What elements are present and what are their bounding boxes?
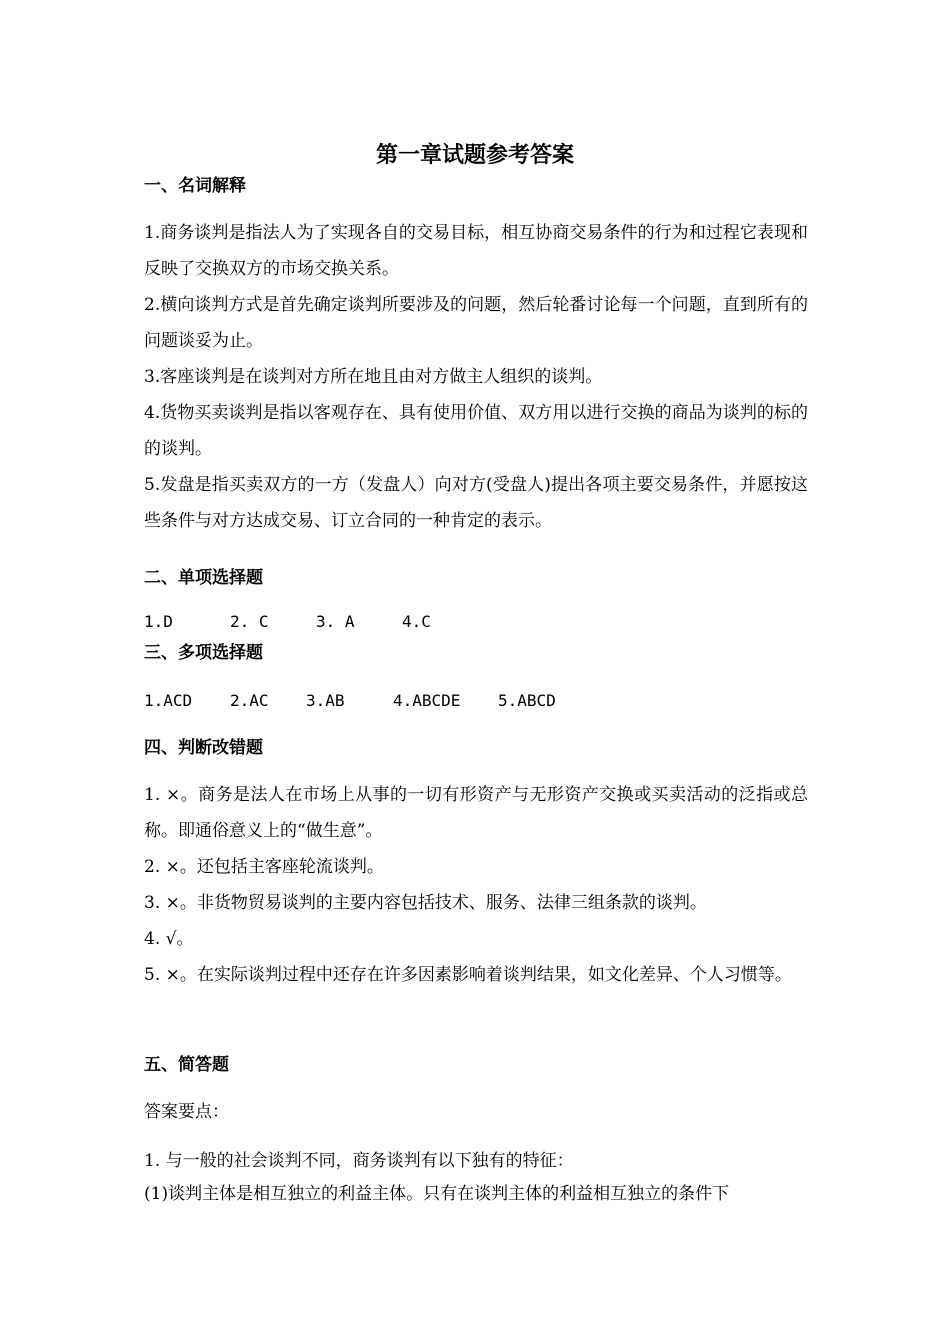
term-item-3: 3.客座谈判是在谈判对方所在地且由对方做主人组织的谈判。 [144, 367, 603, 387]
section-heading-single-choice: 二、单项选择题 [144, 568, 263, 588]
short-answer-intro: 答案要点： [144, 1102, 229, 1122]
term-item-2: 2.横向谈判方式是首先确定谈判所要涉及的问题，然后轮番讨论每一个问题，直到所有的问题谈妥为止。 [144, 295, 808, 351]
term-item-1: 1.商务谈判是指法人为了实现各自的交易目标，相互协商交易条件的行为和过程它表现和反映了交换双方的市场交换关系。 [144, 223, 808, 279]
single-choice-answer-2: 2. C [230, 612, 269, 631]
section-heading-terms: 一、名词解释 [144, 176, 246, 196]
multiple-choice-answer-4: 4.ABCDE [393, 691, 461, 710]
multiple-choice-answer-5: 5.ABCD [498, 691, 556, 710]
term-item-5: 5.发盘是指买卖双方的一方（发盘人）向对方(受盘人)提出各项主要交易条件，并愿按这些条件与对方达成交易、订立合同的一种肯定的表示。 [144, 475, 808, 531]
true-false-item-4: 4. √。 [144, 929, 194, 949]
term-item-4: 4.货物买卖谈判是指以客观存在、具有使用价值、双方用以进行交换的商品为谈判的标的的谈判。 [144, 403, 808, 459]
section-heading-short-answer: 五、简答题 [144, 1055, 229, 1075]
single-choice-answer-1: 1.D [144, 612, 173, 631]
true-false-item-1: 1. ×。商务是法人在市场上从事的一切有形资产与无形资产交换或买卖活动的泛指或总称。即通俗意义上的“做生意”。 [144, 785, 808, 841]
single-choice-answer-4: 4.C [402, 612, 431, 631]
single-choice-answers [144, 610, 544, 634]
short-answer-point-1: (1)谈判主体是相互独立的利益主体。只有在谈判主体的利益相互独立的条件下 [144, 1184, 730, 1204]
true-false-item-5: 5. ×。在实际谈判过程中还存在许多因素影响着谈判结果，如文化差异、个人习惯等。 [144, 965, 792, 985]
multiple-choice-answer-3: 3.AB [306, 691, 345, 710]
section-heading-multiple-choice: 三、多项选择题 [144, 643, 263, 663]
page-title: 第一章试题参考答案 [375, 143, 574, 168]
section-heading-true-false: 四、判断改错题 [144, 738, 263, 758]
multiple-choice-answers [144, 689, 624, 713]
short-answer-question-1: 1. 与一般的社会谈判不同，商务谈判有以下独有的特征： [144, 1151, 574, 1171]
true-false-item-3: 3. ×。非货物贸易谈判的主要内容包括技术、服务、法律三组条款的谈判。 [144, 893, 707, 913]
true-false-item-2: 2. ×。还包括主客座轮流谈判。 [144, 857, 384, 877]
single-choice-answer-3: 3. A [316, 612, 355, 631]
multiple-choice-answer-2: 2.AC [230, 691, 269, 710]
multiple-choice-answer-1: 1.ACD [144, 691, 193, 710]
